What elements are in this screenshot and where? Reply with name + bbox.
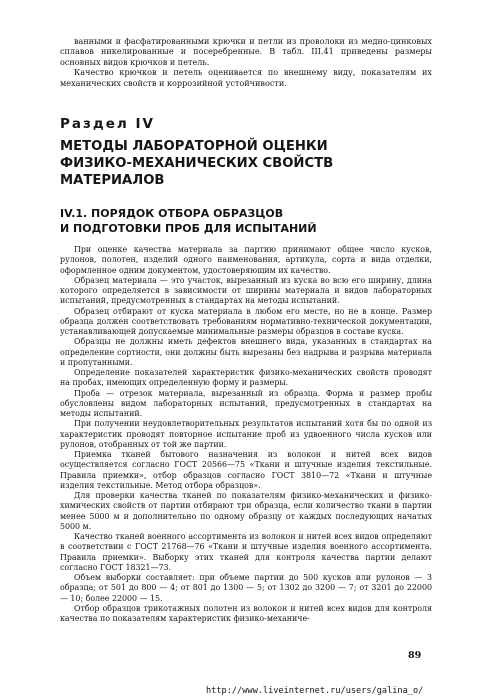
body-paragraph: Образцы не должны иметь дефектов внешнего вида, указанных в стандартах на определение сортности, они должны быть вырезаны без надрыва и разрыва материала и пропутанными. xyxy=(60,337,432,367)
page-number: 89 xyxy=(408,650,422,661)
subsection-title-line: IV.1. ПОРЯДОК ОТБОРА ОБРАЗЦОВ xyxy=(60,207,284,220)
body-paragraph: При получении неудовлетворительных результатов испытаний хотя бы по одной из характеристик проводят повторное испытание проб из удвоенного числа кусков или рулонов, отобранных от той же партии. xyxy=(60,419,432,449)
body-paragraph: Для проверки качества тканей по показателям физико-механических и физико-химических свойств от партии отбирают три образца, если количество ткани в партии менее 5000 м и дополнительно по одному образцу от каждых последующих начатых 5000 м. xyxy=(60,491,432,531)
intro-block xyxy=(60,36,432,88)
watermark-url: http://www.liveinternet.ru/users/galina_o/ xyxy=(206,686,424,696)
section-title-line: МЕТОДЫ ЛАБОРАТОРНОЙ ОЦЕНКИ xyxy=(60,139,328,154)
body-paragraph: Образец материала — это участок, вырезанный из куска во всю его ширину, длина которого определяется в зависимости от ширины материала и видов лабораторных испытаний, предусмотренных в стандартах на методы испытаний. xyxy=(60,275,432,306)
subsection-title-line: И ПОДГОТОВКИ ПРОБ ДЛЯ ИСПЫТАНИЙ xyxy=(60,222,317,235)
intro-paragraph-1: ванными и фасфатированными крючки и петли из проволоки из медно-цинковых сплавов никелированные и посеребренные. В табл. III.41 приведены размеры основных видов крючков и петель. xyxy=(60,36,432,67)
section-label: Раздел IV xyxy=(60,116,155,132)
section-title-line: ФИЗИКО-МЕХАНИЧЕСКИХ СВОЙСТВ xyxy=(60,156,334,171)
section-title-line: МАТЕРИАЛОВ xyxy=(60,173,165,188)
body-paragraph: Качество тканей военного ассортимента из волокон и нитей всех видов определяют в соответствии с ГОСТ 21768—76 «Ткани и штучные изделия военного ассортимента. Правила приемки». Выборку этих тканей для контроля качества партии делают согласно ГОСТ 18321—73. xyxy=(60,532,432,572)
body-paragraph: Объем выборки составляет: при объеме партии до 500 кусков или рулонов — 3 образца; от 501 до 800 — 4; от 801 до 1300 — 5; от 1302 до 3200 — 7; от 3201 до 22000 — 10; более 22000 — 15. xyxy=(60,573,432,603)
body-paragraph: При оценке качества материала за партию принимают общее число кусков, рулонов, полотен, изделий одного наименования, артикула, сорта и вида отделки, оформленное одним документом, удостоверяющим их качество. xyxy=(60,245,432,275)
section-title xyxy=(60,138,432,189)
body-paragraph: Проба — отрезок материала, вырезанный из образца. Форма и размер пробы обусловлены видом лабораторных испытаний, предусмотренных в стандартах на методы испытаний. xyxy=(60,388,432,418)
body-text xyxy=(60,245,432,624)
body-paragraph: Определение показателей характеристик физико-механических свойств проводят на пробах, имеющих определенную форму и размеры. xyxy=(60,368,432,388)
body-paragraph: Образец отбирают от куска материала в любом его месте, но не в конце. Размер образца должен соответствовать требованиям нормативно-технической документации, устанавливающей допускаемые минимальные размеры образцов в составе куска. xyxy=(60,306,432,336)
subsection-title xyxy=(60,206,432,236)
body-paragraph: Отбор образцов трикотажных полотен из волокон и нитей всех видов для контроля качества по показателям характеристик физико-механиче- xyxy=(60,603,432,623)
body-paragraph: Приемка тканей бытового назначения из волокон и нитей всех видов осуществляется согласно ГОСТ 20566—75 «Ткани и штучные изделия текстильные. Правила приемки», отбор образцов согласно ГОСТ 3810—72 «Ткани и штучные изделия текстильные. Метод отбора образцов». xyxy=(60,450,432,490)
intro-paragraph-2: Качество крючков и петель оценивается по внешнему виду, показателям их механических свойств и коррозийной устойчивости. xyxy=(60,67,432,88)
